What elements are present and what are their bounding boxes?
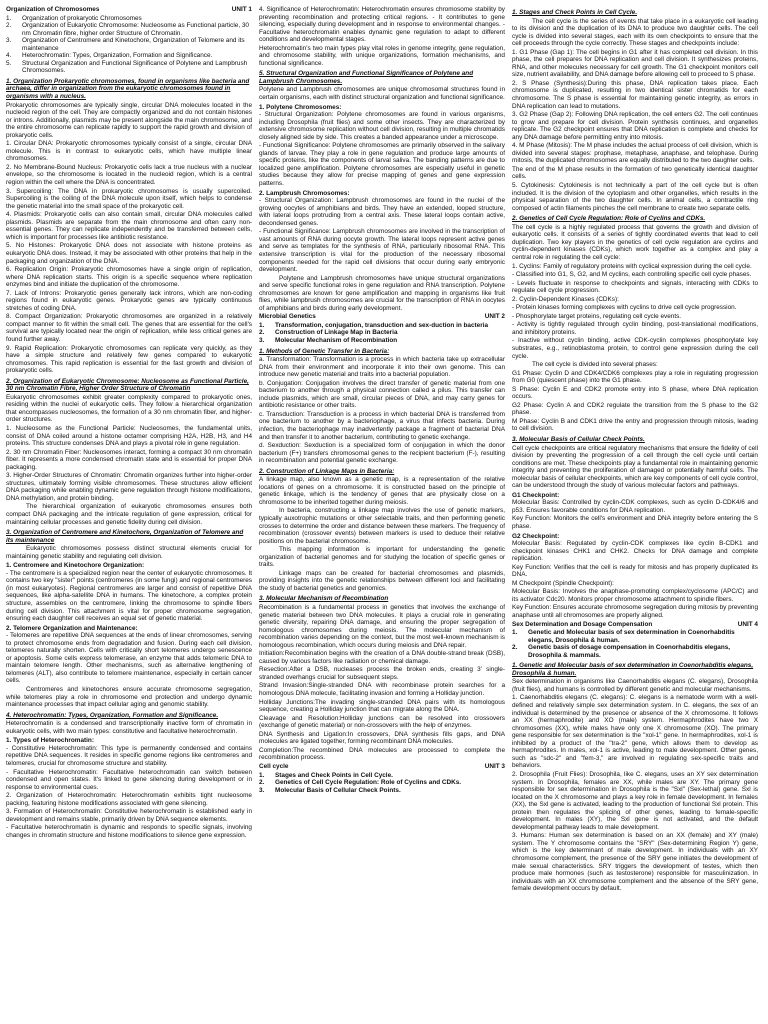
paragraph: 3. Supercoiling: The DNA in prokaryotic chromosomes is usually supercoiled. Supercoiling is the coiling of the DNA molecule upon itself, which helps to condense the genetic material into the small space of the prokaryotic cell.	[6, 187, 252, 210]
paragraph: 5. No Histones: Prokaryotic DNA does not associate with histone proteins as eukaryotic DNA does. Instead, it may be associated with other proteins that help in the packaging and organization of the DNA.	[6, 242, 252, 265]
topic-text: Genetic basis of dosage compensation in Coenorhabditis elegans, Drosophila & mammals.	[528, 644, 731, 659]
paragraph: d. Sexduction: Sexduction is a specialized form of conjugation in which the donor bacterium (F+) transfers chromosomal genes to the recipient bacterium (F-), resulting in recombination and potential genetic exchange.	[259, 442, 505, 465]
paragraph: Polytene and Lampbrush chromosomes are unique chromosomal structures found in certain organisms, each with distinct structural organization and functional significance.	[259, 86, 505, 102]
paragraph: 2. 30 nm Chromatin Fiber: Nucleosomes interact, forming a compact 30 nm chromatin fiber. It represents a more condensed chromatin state and is essential for proper DNA packaging.	[6, 448, 252, 471]
paragraph: A linkage map, also known as a genetic map, is a representation of the relative locations of genes on a chromosome. It is constructed based on the principle of genetic linkage, which is the tendency of genes that are physically close on a chromosome to be inherited together during meiosis.	[259, 476, 505, 506]
paragraph: 1. Circular DNA: Prokaryotic chromosomes typically consist of a single, circular DNA molecule. This is in contrast to eukaryotic cells, which have multiple linear chromosomes.	[6, 140, 252, 163]
unit-header	[259, 763, 505, 771]
sub-heading: 2. Telomere Organization and Maintenance:	[6, 624, 138, 632]
paragraph: The cell cycle is a highly regulated process that governs the growth and division of eukaryotic cells. It consists of a series of tightly coordinated events that lead to cell duplication. Two key players in the genetics of cell cycle regulation are cyclins and cyclin-dependent kinases (CDKs), which work together as a complex and play a central role in regulating the cell cycle:	[512, 223, 758, 261]
paragraph: Holliday Junctions:The invading single-stranded DNA pairs with its homologous sequence, creating a Holliday junction that can migrate along the DNA.	[259, 698, 505, 714]
topic-text: Genetic and Molecular basis of sex determination in Coenorhabditis elegans, Drosophila & human.	[528, 629, 735, 644]
paragraph: Strand Invasion:Single-stranded DNA with recombinase protein searches for a homologous DNA molecule, facilitating invasion and forming a Holliday junction.	[259, 682, 505, 698]
paragraph: 9. Rapid Replication: Prokaryotic chromosomes can replicate very quickly, as they have a simple structure and relatively few genes compared to eukaryotic chromosomes. This rapid replication is essential for the fast growth and division of prokaryotic cells.	[6, 344, 252, 375]
paragraph: - Structural Organization: Lampbrush chromosomes are found in the nuclei of the growing oocytes of amphibians and birds. They have an extended, looped structure, with lateral loops protruding from a central axis. These lateral loops contain active, decondensed genes.	[259, 197, 505, 227]
topic-number: 4.	[6, 52, 12, 60]
topic-number: 5.	[6, 59, 12, 67]
paragraph: Centromeres and kinetochores ensure accurate chromosome segregation, while telomeres play a role in chromosome end protection and undergo dynamic maintenance processes that impact cellular aging and genomic stability.	[6, 686, 252, 709]
paragraph: The cell cycle is the series of events that take place in a eukaryotic cell leading to its division and the duplication of its DNA to produce two daughter cells. The cell cycle is divided into several stages, each with its own checkpoints to ensure that the cell proceeds through the cycle correctly. These stages and checkpoints include:	[512, 17, 758, 48]
topic-number: 2.	[259, 779, 265, 787]
unit-title: Sex Determination and Dosage Compensation	[512, 620, 653, 628]
topic-text: Transformation, conjugation, transduction and sex-duction in bacteria	[275, 321, 489, 329]
paragraph: This mapping information is important for understanding the genetic organization of bacterial genomes and for studying the location of specific genes or traits.	[259, 546, 505, 569]
topic-list-item	[6, 60, 252, 75]
column-3	[512, 6, 758, 1020]
paragraph: - Protein kinases forming complexes with cyclins to drive cell cycle progression.	[512, 304, 737, 312]
paragraph: Initiation:Recombination begins with the creation of a DNA double-strand break (DSB), caused by various factors like radiation or chemical damage.	[259, 650, 505, 665]
paragraph: In bacteria, constructing a linkage map involves the use of genetic markers, typically auxotrophic mutations or other selectable traits, and then performing genetic crosses to determine the order and distance between these markers. The frequency of recombination (crossover events) between markers is used to deduce their relative positions on the bacterial chromosome.	[259, 507, 505, 545]
unit-title: Microbial Genetics	[259, 313, 316, 321]
topic-list	[259, 322, 505, 345]
paragraph: Resection:After a DSB, nucleases process the broken ends, creating 3' single-stranded overhangs crucial for subsequent steps.	[259, 666, 505, 681]
topic-list-item	[512, 629, 758, 644]
paragraph: Polytene and Lampbrush chromosomes have unique structural organizations and serve specific functional roles in gene regulation and RNA transcription. Polytene chromosomes are known for gene amplification and mapping in organisms like fruit flies, while lampbrush chromosomes are crucial for the transcription of RNA in oocytes of amphibians and birds during early development.	[259, 274, 505, 312]
section-heading: 3. Molecular Mechanism of Recombination	[259, 595, 389, 603]
paragraph: Linkage maps can be created for bacterial chromosomes and plasmids, providing insights into the genetic relationships between different loci and facilitating the study of bacterial genetics and genomics.	[259, 569, 505, 592]
unit-number: UNIT 3	[484, 762, 505, 770]
paragraph: - Telomeres are repetitive DNA sequences at the ends of linear chromosomes, serving to protect chromosome ends from degradation and fusion. During each cell division, telomeres naturally shorten. Cells with critically short telomeres undergo senescence or apoptosis. Some cells express telomerase, an enzyme that adds telomeric DNA to maintain telomere length. Other mechanisms, such as alternative lengthening of telomeres (ALT), also contribute to telomere maintenance, especially in certain cancer cells.	[6, 632, 252, 685]
paragraph: 3. G2 Phase (Gap 2): Following DNA replication, the cell enters G2. The cell continues to grow and prepare for cell division. Protein synthesis continues, and organelles replicate. The G2 checkpoint ensures that DNA replication is complete and checks for any DNA damage before permitting entry into mitosis.	[512, 111, 758, 141]
paragraph: - Facultative Heterochromatin: Facultative heterochromatin can switch between condensed and open states. It's linked to gene silencing during development or in response to environmental cues.	[6, 768, 252, 791]
topic-list-item	[6, 15, 252, 23]
section-heading: 5. Structural Organization and Functional Significance of Polytene and Lampbrush Chromosomes.	[259, 70, 474, 85]
paragraph: 2. Organization of Heterochromatin: Heterochromatin exhibits tight nucleosome packing, featuring histone modifications associated with gene silencing.	[6, 792, 252, 807]
paragraph: - Functional Significance: Lampbrush chromosomes are involved in the transcription of vast amounts of RNA during oocyte growth. The lateral loops represent active genes and serve as templates for the synthesis of RNA, particularly ribosomal RNA. This extensive transcription is vital for the production of the necessary ribosomal components needed for the rapid cell divisions that occur during early embryonic development.	[259, 228, 505, 274]
topic-number: 2.	[259, 329, 265, 337]
topic-list-item	[512, 644, 758, 659]
topic-list-item	[6, 37, 252, 52]
paragraph: Heterochromatin is a condensed and transcriptionally inactive form of chromatin in eukaryotic cells, with two main types: constitutive and facultative heterochromatin.	[6, 720, 252, 735]
paragraph: - Facultative heterochromatin is dynamic and responds to specific signals, involving changes in chromatin structure and histone modifications to silence gene expression.	[6, 824, 252, 839]
topic-list-item	[259, 337, 505, 345]
topic-list-item	[6, 52, 252, 60]
paragraph: Eukaryotic chromosomes exhibit greater complexity compared to prokaryotic ones, residing within the nuclei of eukaryotic cells. They follow a hierarchical organization that encompasses nucleosomes, the formation of a 30 nm chromatin fiber, and higher-order structures.	[6, 393, 252, 424]
column-1	[6, 6, 252, 1020]
paragraph: b. Conjugation: Conjugation involves the direct transfer of genetic material from one bacterium to another through a physical connection called a pilus. This transfer can include plasmids, which are small, circular pieces of DNA, and may carry genes for antibiotic resistance or other traits.	[259, 379, 505, 410]
paragraph: c. Transduction: Transduction is a process in which bacterial DNA is transferred from one bacterium to another by a bacteriophage, a virus that infects bacteria. During infection, the bacteriophage may inadvertently package a fragment of bacterial DNA and then transfer it to another bacterium, contributing to genetic exchange.	[259, 410, 505, 441]
section-heading: 1. Genetic and Molecular basis of sex determination in Coenorhabditis elegans, Drosophila & human.	[512, 662, 754, 677]
paragraph: The cell cycle is divided into several phases:	[532, 361, 658, 369]
section-heading: 3. Organization of Centromere and Kinetochore, Organization of Telomere and its maintenance	[6, 529, 244, 544]
paragraph: The end of the M phase results in the formation of two genetically identical daughter cells.	[512, 165, 758, 181]
paragraph: M Phase: Cyclin B and CDK1 drive the entry and progression through mitosis, leading to cell division.	[512, 417, 758, 433]
topic-text: Genetics of Cell Cycle Regulation: Role of Cyclins and CDKs.	[275, 779, 462, 787]
paragraph: - Constitutive Heterochromatin: This type is permanently condensed and contains repetitive DNA sequences. It resides in specific genome regions like centromeres and telomeres, crucial for chromosome structure and stability.	[6, 744, 252, 767]
paragraph: Key Function: Monitors the cell's environment and DNA integrity before entering the S phase.	[512, 515, 758, 530]
topic-text: Organization of Eukaryotic Chromosome: Nucleosome as Functional particle, 30 nm Chromatin fibre, higher order Structure of Chromatin.	[22, 22, 249, 37]
paragraph: 2. Cyclin-Dependent Kinases (CDKs):	[512, 295, 619, 303]
paragraph: 1. Cyclins: Family of regulatory proteins with cyclical expression during the cell cycle.	[512, 262, 752, 270]
unit-header	[259, 313, 505, 321]
topic-number: 1.	[512, 629, 518, 637]
paragraph: - The centromere is a specialized region near the center of eukaryotic chromosomes. It contains two key "sister" points (centromeres (in some fungi) and regional centromeres (in most eukaryotes). Regional centromeres are larger and consist of repetitive DNA sequences, like alpha-satellite DNA in humans. The kinetochore, a complex protein structure, assembles on the centromere, linking the chromosome to spindle fibers during cell division. This attachment is vital for proper chromosome segregation, ensuring each daughter cell receives an equal set of genetic material.	[6, 569, 252, 623]
topic-number: 2.	[6, 22, 12, 30]
paragraph: - Structural Organization: Polytene chromosomes are found in various organisms, including Drosophila (fruit flies) and some other insects. They are characterized by extensive chromosome replication without cell division, resulting in multiple chromatids closely aligned side by side. This creates a banded appearance under a microscope.	[259, 111, 505, 141]
topic-text: Molecular Basis of Cellular Check Points.	[275, 786, 401, 794]
unit-title: Cell cycle	[259, 762, 289, 770]
section-heading: 3. Molecular Basis of Cellular Check Points.	[512, 435, 645, 443]
topic-text: Stages and Check Points in Cell Cycle.	[275, 771, 393, 779]
paragraph: G2 Phase: Cyclin A and CDK2 regulate the transition from the S phase to the G2 phase.	[512, 401, 758, 417]
paragraph: Molecular Basis: Controlled by cyclin-CDK complexes, such as cyclin D-CDK4/6 and p53. Ensures favorable conditions for DNA replication.	[512, 499, 758, 514]
paragraph: M Checkpoint (Spindle Checkpoint):	[512, 579, 614, 587]
paragraph: Key Function: Ensures accurate chromosome segregation during mitosis by preventing anaphase until all chromosomes are properly aligned.	[512, 604, 758, 620]
sub-heading: 1. Centromere and Kinetochore Organization:	[6, 562, 145, 570]
sub-heading: 1. Types of Heterochromatin:	[6, 737, 94, 745]
topic-number: 3.	[259, 786, 265, 794]
topic-list	[512, 629, 758, 659]
section-heading: 1. Stages and Check Points in Cell Cycle.	[512, 9, 638, 16]
paragraph: - Activity is tightly regulated through cyclin binding, post-translational modifications, and inhibitory proteins.	[512, 321, 758, 336]
unit-header	[512, 621, 758, 629]
section-heading: 4. Heterochromatin: Types, Organization, Formation and Significance.	[6, 711, 219, 719]
paragraph: 1. Caenorhabditis elegans (C. elegans): C. elegans is a nematode worm with a well-defined and relatively simple sex determination system. In C. elegans, the sex of an individual is determined by the presence or absence of the X chromosome. It follows an XX (hermaphrodite) and XO (male) system. Hermaphrodites have two X chromosomes (XX), while males have only one X chromosome (XO). The primary gene responsible for sex determination is the "xol-1" gene. In hermaphrodites, xol-1 is inhibited by a product of the "tra-2" gene, which allows them to develop as hermaphrodites. In males, xol-1 is active, leading to male development. Other genes, such as "sdc-2" and "fem-3," are involved in regulating sex-specific traits and behaviors.	[512, 694, 758, 770]
topic-text: Organization of Centromere and Kinetochore, Organization of Telomere and its maintenance	[22, 37, 245, 52]
topic-number: 1.	[6, 14, 12, 22]
topic-text: Organization of prokaryotic Chromosomes	[22, 14, 142, 22]
unit-title: Organization of Chromosomes	[6, 6, 100, 13]
unit-number: UNIT 4	[737, 620, 758, 628]
topic-text: Molecular Mechanism of Recombination	[275, 336, 398, 344]
paragraph: - Functional Significance: Polytene chromosomes are primarily observed in the salivary glands of larvae. They play a role in gene regulation and produce large amounts of specific proteins, like the components of larval saliva. The banding patterns are due to localized gene amplification. Polytene chromosomes are especially useful in genetic studies because they allow for precise mapping of genes and gene expression patterns.	[259, 142, 505, 188]
paragraph: Recombination is a fundamental process in genetics that involves the exchange of genetic material between two DNA molecules. It plays a crucial role in generating genetic diversity, repairing DNA damage, and ensuring the proper segregation of homologous chromosomes during meiosis. The molecular mechanism of recombination varies depending on the context, but the most well-known mechanism is homologous recombination, which occurs during meiosis and DNA repair.	[259, 604, 505, 649]
topic-number: 1.	[259, 321, 265, 329]
topic-text: Heterochromatin: Types, Organization, Formation and Significance.	[22, 52, 213, 60]
sub-heading: 2. Lampbrush Chromosomes:	[259, 189, 350, 197]
topic-list-item	[259, 779, 505, 787]
column-2	[259, 6, 505, 1020]
paragraph: Completion:The recombined DNA molecules are processed to complete the recombination process.	[259, 746, 505, 762]
section-heading: 2. Organization of Eukaryotic Chromosome: Nucleosome as Functional Particle, 30 nm Chromatin Fibre, Higher Order Structure of Chromatin	[6, 377, 249, 393]
paragraph: 3. Formation of Heterochromatin: Constitutive heterochromatin is established early in development and remains stable, primarily driven by DNA sequence elements.	[6, 808, 252, 823]
paragraph: 2. No Membrane-Bound Nucleus: Prokaryotic cells lack a true nucleus with a nuclear envelope, so the chromosome is located in the nucleoid region, which is a central region within the cell where the DNA is concentrated.	[6, 163, 252, 187]
topic-list	[259, 772, 505, 795]
paragraph: 8. Compact Organization: Prokaryotic chromosomes are organized in a relatively compact manner to fit within the small cell. The genes that are essential for the cell's survival are typically located near the origin of replication, while less critical genes are found further away.	[6, 313, 252, 343]
paragraph: a. Transformation: Transformation is a process in which bacteria take up extracellular DNA from their environment and incorporate it into their own genome. This can introduce new genetic material and traits into a bacterial population.	[259, 356, 505, 379]
paragraph: Key Function: Verifies that the cell is ready for mitosis and has properly duplicated its DNA.	[512, 563, 758, 579]
paragraph: 4. Significance of Heterochromatin: Heterochromatin ensures chromosome stability by preventing recombination and protecting critical regions. - It contributes to gene silencing, especially during development and in response to environmental changes. - Facultative heterochromatin enables dynamic gene regulation to adapt to different conditions and developmental stages.	[259, 6, 505, 44]
section-heading: 2. Construction of Linkage Maps in Bacteria:	[259, 467, 395, 475]
paragraph: 4. Plasmids: Prokaryotic cells can also contain small, circular DNA molecules called plasmids. Plasmids are separate from the main chromosome and often carry non-essential genes. They can replicate independently and be transferred between cells, which is important for processes like antibiotic resistance.	[6, 211, 252, 241]
paragraph: 4. M Phase (Mitosis): The M phase includes the actual process of cell division, which is divided into several stages: prophase, metaphase, anaphase, and telophase. During mitosis, the duplicated chromosomes are equally distributed to the two daughter cells.	[512, 142, 758, 165]
paragraph: Molecular Basis: Regulated by cyclin-CDK complexes like cyclin B-CDK1 and checkpoint kinases CHK1 and CHK2. Checks for DNA damage and complete replication.	[512, 540, 758, 563]
paragraph: DNA Synthesis and Ligation:In crossovers, DNA synthesis fills gaps, and DNA molecules are ligated together, forming recombinant DNA molecules.	[259, 730, 505, 746]
topic-number: 3.	[259, 336, 265, 344]
topic-list-item	[259, 322, 505, 330]
topic-list	[6, 15, 252, 75]
paragraph: 5. Cytokinesis: Cytokinesis is not technically a part of the cell cycle but is often included. It is the division of the cytoplasm and other organelles, which results in the physical separation of the two daughter cells. In animal cells, a contractile ring composed of actin filaments pinches the cell membrane to create two separate cells.	[512, 182, 758, 212]
paragraph: Prokaryotic chromosomes are typically single, circular DNA molecules located in the nucleoid region of the cell. They are compactly organized and do not contain histones or introns. Additionally, plasmids may be present alongside the main chromosome, and the entire chromosome can replicate rapidly to support the rapid growth and division of prokaryotic cells.	[6, 101, 252, 139]
topic-number: 1.	[259, 771, 265, 779]
unit-number: UNIT 2	[484, 313, 505, 321]
paragraph: Sex determination in organisms like Caenorhabditis elegans (C. elegans), Drosophila (fruit flies), and humans is controlled by different genetic and molecular mechanisms.	[512, 678, 758, 693]
topic-list-item	[6, 22, 252, 37]
paragraph: Cleavage and Resolution:Holliday junctions can be resolved into crossovers (exchange of genetic material) or non-crossovers with the help of enzymes.	[259, 714, 505, 730]
paragraph: Eukaryotic chromosomes possess distinct structural elements crucial for maintaining genetic stability and regulating cell division.	[6, 545, 252, 560]
paragraph: Heterochromatin's two main types play vital roles in genome integrity, gene regulation, and chromosome stability, with unique organizations, formation mechanisms, and functional significance.	[259, 44, 505, 67]
paragraph: 1. G1 Phase (Gap 1): The cell begins in G1 after it has completed cell division. In this phase, the cell prepares for DNA replication and cell division. It synthesizes proteins, RNA, and other molecules necessary for cell growth. The G1 checkpoint monitors cell size, nutrient availability, and DNA damage before allowing cell to proceed to S phase.	[512, 48, 758, 79]
paragraph: The hierarchical organization of eukaryotic chromosomes ensures both compact DNA packaging and the intricate regulation of gene expression, critical for maintaining cellular processes and genetic fidelity during cell division.	[6, 503, 252, 526]
paragraph: S Phase: Cyclin E and CDK2 promote entry into S phase, where DNA replication occurs.	[512, 385, 758, 401]
topic-number: 3.	[6, 37, 12, 45]
topic-list-item	[259, 787, 505, 795]
topic-text: Construction of Linkage Map in Bacteria	[275, 329, 398, 337]
paragraph: G1 Phase: Cyclin D and CDK4/CDK6 complexes play a role in regulating progression from G0 (quiescent phase) into the G1 phase.	[512, 369, 758, 385]
paragraph: - Phosphorylate target proteins, regulating cell cycle events.	[512, 312, 682, 320]
section-heading: 2. Genetics of Cell Cycle Regulation: Role of Cyclins and CDKs.	[512, 215, 706, 223]
topic-number: 2.	[512, 644, 518, 652]
paragraph: - Classified into G1, S, G2, and M cyclins, each controlling specific cell cycle phases.	[512, 271, 752, 279]
section-heading: 1. Organization Prokaryotic chromosomes, found in organisms like bacteria and archaea, differ in organization from the eukaryotic chromosomes found in organisms with a nucleus.	[6, 77, 250, 101]
paragraph: 3. Humans: Human sex determination is based on an XX (female) and XY (male) system. The Y chromosome contains the "SRY" (Sex-determining Region Y) gene, which is the key determinant of male development. In individuals with an XY chromosome complement, the presence of the SRY gene initiates the development of male sexual characteristics. SRY triggers the development of testes, which then produce male hormones (such as testosterone) responsible for masculinization. In individuals with an XX chromosome complement and the absence of the SRY gene, female development occurs by default.	[512, 832, 758, 893]
unit-number: UNIT 1	[231, 6, 252, 13]
sub-heading: G1 Checkpoint:	[512, 491, 560, 499]
paragraph: 1. Nucleosome as the Functional Particle: Nucleosomes, the fundamental units, consist of DNA coiled around a histone octamer comprising H2A, H2B, H3, and H4 proteins. This structure condenses DNA and plays a pivotal role in gene regulation.	[6, 424, 252, 448]
section-heading: 1. Methods of Genetic Transfer in Bacteria:	[259, 347, 390, 355]
topic-list-item	[259, 772, 505, 780]
paragraph: - Inactive without cyclin binding, active CDK-cyclin complexes phosphorylate key substrates, e.g., retinoblastoma protein, to control gene expression during the cell cycle.	[512, 337, 758, 360]
sub-heading: G2 Checkpoint:	[512, 532, 560, 540]
paragraph: - Levels fluctuate in response to checkpoints and signals, interacting with CDKs to regulate cell cycle progression.	[512, 279, 758, 295]
paragraph: 6. Replication Origin: Prokaryotic chromosomes have a single origin of replication, where DNA replication starts. This origin is a specific sequence where replication enzymes bind and initiate the duplication of the chromosome.	[6, 266, 252, 289]
paragraph: 2. S Phase (Synthesis):During this phase, DNA replication takes place. Each chromosome is duplicated, resulting in two identical sister chromatids for each chromosome. The S phase is essential for maintaining genetic integrity, as errors in DNA replication can lead to mutations.	[512, 79, 758, 110]
sub-heading: 1. Polytene Chromosomes:	[259, 103, 342, 111]
paragraph: 3. Higher-Order Structures of Chromatin: Chromatin organizes further into higher-order structures, ultimately forming visible chromosomes. These structures allow efficient DNA packaging while enabling dynamic gene regulation through histone modifications, DNA methylation, and protein binding.	[6, 472, 252, 502]
paragraph: 2. Drosophila (Fruit Flies): Drosophila, like C. elegans, uses an XY sex determination system. In Drosophila, females are XX, while males are XY. The primary gene responsible for sex determination in Drosophila is the "Sxl" (Sex-lethal) gene. Sxl is located on the X chromosome and plays a key role in female development. In females (XX), the Sxl gene is activated, leading to the production of functional Sxl protein. This protein then regulates the splicing of other genes, leading to female-specific development. In males (XY), the Sxl gene is not activated, and the default developmental pathway leads to male development.	[512, 770, 758, 831]
topic-text: Structural Organization and Functional Significance of Polytene and Lampbrush Chromosomes.	[22, 59, 248, 75]
topic-list-item	[259, 329, 505, 337]
paragraph: Cell cycle checkpoints are critical regulatory mechanisms that ensure the fidelity of cell division by preventing the progression of a cell through the cell cycle until certain conditions are met. These checkpoints play a fundamental role in maintaining genomic integrity and preventing the proliferation of damaged or potentially harmful cells. The molecular basis of cellular checkpoints, which are key components of cell cycle control, can be understood through the study of various molecular factors and pathways.	[512, 444, 758, 490]
paragraph: 7. Lack of Introns: Prokaryotic genes generally lack introns, which are non-coding regions found in eukaryotic genes. Prokaryotic genes are typically continuous stretches of coding DNA.	[6, 289, 252, 312]
unit-header	[6, 6, 252, 14]
paragraph: Molecular Basis: Involves the anaphase-promoting complex/cyclosome (APC/C) and its activator Cdc20. Monitors proper chromosome attachment to spindle fibers.	[512, 588, 758, 603]
